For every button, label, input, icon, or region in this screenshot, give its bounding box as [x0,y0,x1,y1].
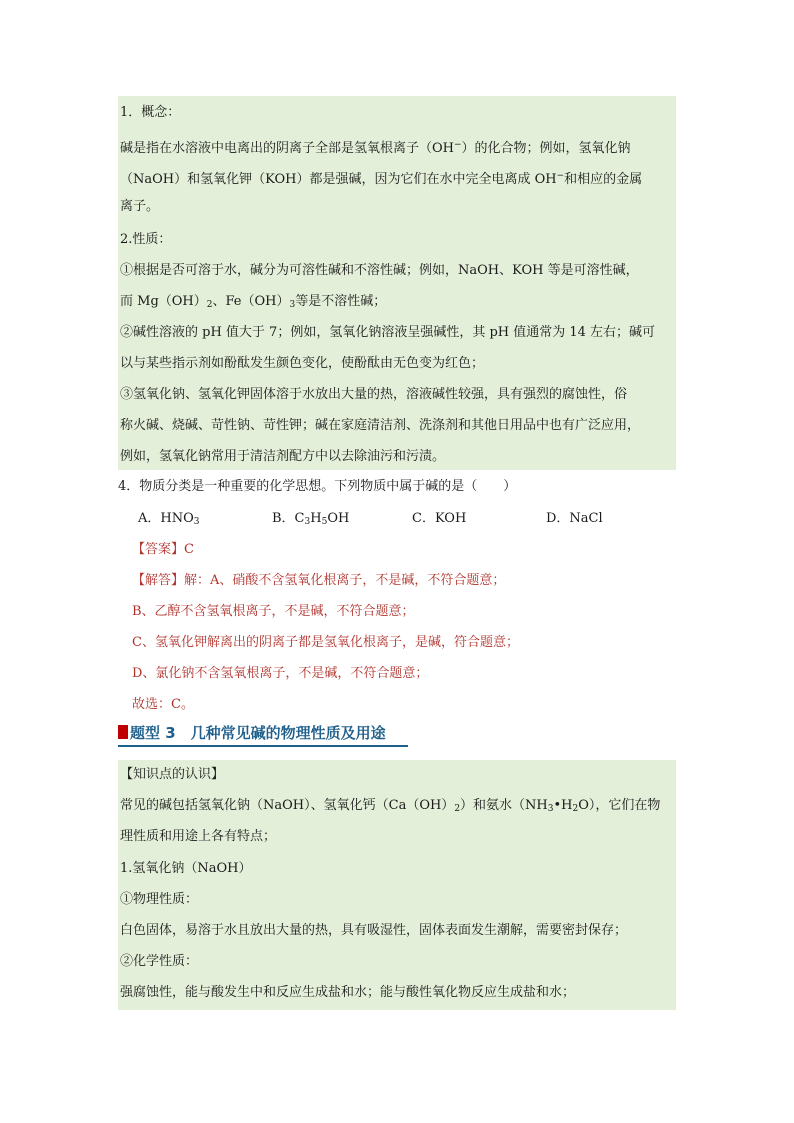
section-marker-icon [118,725,128,739]
property-line: 而 $Mg(OH)_2$、$Fe(OH)_3$等是不溶性碱； [120,294,387,310]
property-line: ①根据是否可溶于水，碱分为可溶性碱和不溶性碱；例如，NaOH、KOH 等是可溶性碱， [120,263,639,278]
option-c: C．KOH [412,511,467,526]
concept-line: 离子。 [120,199,160,214]
option-b: B．$C_3H_5OH$ [272,511,350,527]
chemical-label: ②化学性质： [120,954,199,969]
chemical-text: 强腐蚀性，能与酸发生中和反应生成盐和水；能与酸性氧化物反应生成盐和水； [120,985,576,1000]
answer-line: 【答案】C [132,542,194,557]
analysis-conclusion: 故选：C。 [132,697,194,712]
item-heading: 1.氢氧化钠（NaOH） [120,861,252,876]
analysis-line: D、氯化钠不含氢氧根离子，不是碱，不符合题意； [132,666,429,681]
property-heading: 2.性质： [120,232,172,247]
section-title: 题型 3 几种常见碱的物理性质及用途 [118,722,386,746]
knowledge-intro: 常见的碱包括氢氧化钠（NaOH）、氢氧化钙$(Ca(OH)_2)$和氨水$(NH_3•H_2O)$，它们在物 [120,798,661,814]
physical-label: ①物理性质： [120,892,199,907]
property-line: ②碱性溶液的 pH 值大于 7；例如，氢氧化钠溶液呈强碱性，其 pH 值通常为 14 左右；碱可 [120,325,656,340]
analysis-line: C、氢氧化钾解离出的阴离子都是氢氧化根离子，是碱，符合题意； [132,635,519,650]
analysis-line: 【解答】解：A、硝酸不含氢氧化根离子，不是碱，不符合题意； [132,573,506,588]
property-line: ③氢氧化钠、氢氧化钾固体溶于水放出大量的热，溶液碱性较强，具有强烈的腐蚀性，俗 [120,387,628,402]
concept-box [118,96,676,470]
physical-text: 白色固体，易溶于水且放出大量的热，具有吸湿性，固体表面发生潮解，需要密封保存； [120,923,628,938]
concept-line: 碱是指在水溶液中电离出的阴离子全部是氢氧根离子（OH−）的化合物；例如，氢氧化钠 [120,140,631,156]
property-line: 例如，氢氧化钠常用于清洁剂配方中以去除油污和污渍。 [120,449,446,464]
property-line: 称火碱、烧碱、苛性钠、苛性钾；碱在家庭清洁剂、洗涤剂和其他日用品中也有广泛应用， [120,418,641,433]
knowledge-heading: 【知识点的认识】 [120,767,225,782]
knowledge-intro: 理性质和用途上各有特点； [120,829,277,844]
concept-heading: 1．概念： [120,105,181,120]
concept-line: （NaOH）和氢氧化钾（KOH）都是强碱，因为它们在水中完全电离成 OH−和相应的金属 [120,171,643,187]
option-d: D．NaCl [546,511,603,526]
section-underline [118,745,408,747]
question-stem: 4．物质分类是一种重要的化学思想。下列物质中属于碱的是（ ） [118,479,517,494]
analysis-line: B、乙醇不含氢氧根离子，不是碱，不符合题意； [132,604,415,619]
option-a: A．$HNO_3$ [138,511,200,527]
knowledge-box [118,760,676,1010]
property-line: 以与某些指示剂如酚酞发生颜色变化，使酚酞由无色变为红色； [120,356,485,371]
